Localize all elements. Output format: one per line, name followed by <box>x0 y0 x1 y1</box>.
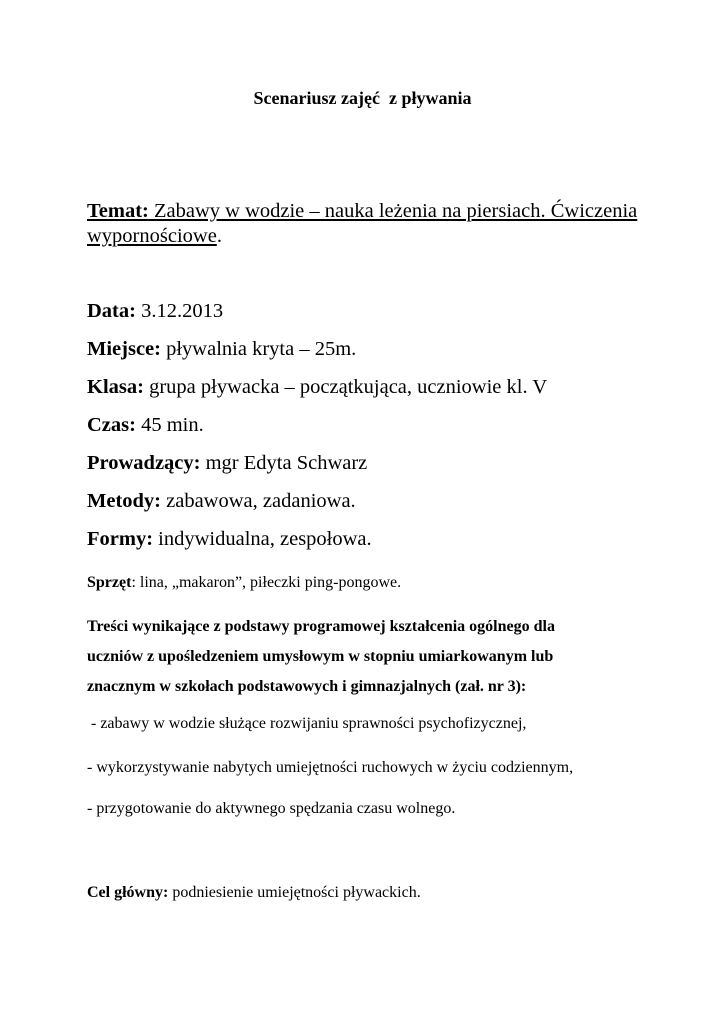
field-forms <box>87 528 372 551</box>
topic-label: Temat: <box>87 200 149 222</box>
topic-end: . <box>216 225 222 247</box>
field-methods <box>87 490 356 513</box>
field-value: zabawowa, zadaniowa. <box>161 490 356 512</box>
field-value: grupa pływacka – początkująca, uczniowie kl. V <box>143 376 548 398</box>
field-instructor <box>87 452 367 475</box>
document-title: Scenariusz zajęć z pływania <box>253 88 472 108</box>
topic-paragraph <box>87 199 647 249</box>
field-time <box>87 414 204 437</box>
field-value: 45 min. <box>135 414 204 436</box>
field-label: Data: <box>87 300 136 322</box>
list-item: - przygotowanie do aktywnego spędzania czasu wolnego. <box>87 800 456 817</box>
field-place <box>87 338 356 361</box>
field-label: Prowadzący: <box>87 452 201 474</box>
field-value: 3.12.2013 <box>135 300 224 322</box>
field-date <box>87 300 223 323</box>
equipment-line <box>87 574 401 592</box>
main-goal-label: Cel główny: <box>87 884 169 901</box>
main-goal-value: podniesienie umiejętności pływackich. <box>168 884 421 901</box>
field-value: mgr Edyta Schwarz <box>200 452 368 474</box>
field-label: Klasa: <box>87 376 144 398</box>
field-class <box>87 376 547 399</box>
field-label: Formy: <box>87 528 154 550</box>
curriculum-line: Treści wynikające z podstawy programowej kształcenia ogólnego dla <box>87 618 555 635</box>
topic-value: Zabawy w wodzie – nauka leżenia na piersiach. Ćwiczenia wypornościowe <box>87 200 638 247</box>
field-value: indywidualna, zespołowa. <box>153 528 372 550</box>
list-item: - wykorzystywanie nabytych umiejętności ruchowych w życiu codziennym, <box>87 759 574 776</box>
field-label: Czas: <box>87 414 136 436</box>
field-label: Miejsce: <box>87 338 161 360</box>
list-item: - zabawy w wodzie służące rozwijaniu sprawności psychofizycznej, <box>87 715 527 732</box>
main-goal-line <box>87 884 421 902</box>
equipment-value: : lina, „makaron”, piłeczki ping-pongowe. <box>131 574 402 591</box>
curriculum-line: uczniów z upośledzeniem umysłowym w stopniu umiarkowanym lub <box>87 648 554 665</box>
curriculum-line: znacznym w szkołach podstawowych i gimnazjalnych (zał. nr 3): <box>87 678 527 695</box>
field-value: pływalnia kryta – 25m. <box>160 338 357 360</box>
equipment-label: Sprzęt <box>87 574 132 591</box>
curriculum-paragraph <box>87 612 647 702</box>
field-label: Metody: <box>87 490 162 512</box>
